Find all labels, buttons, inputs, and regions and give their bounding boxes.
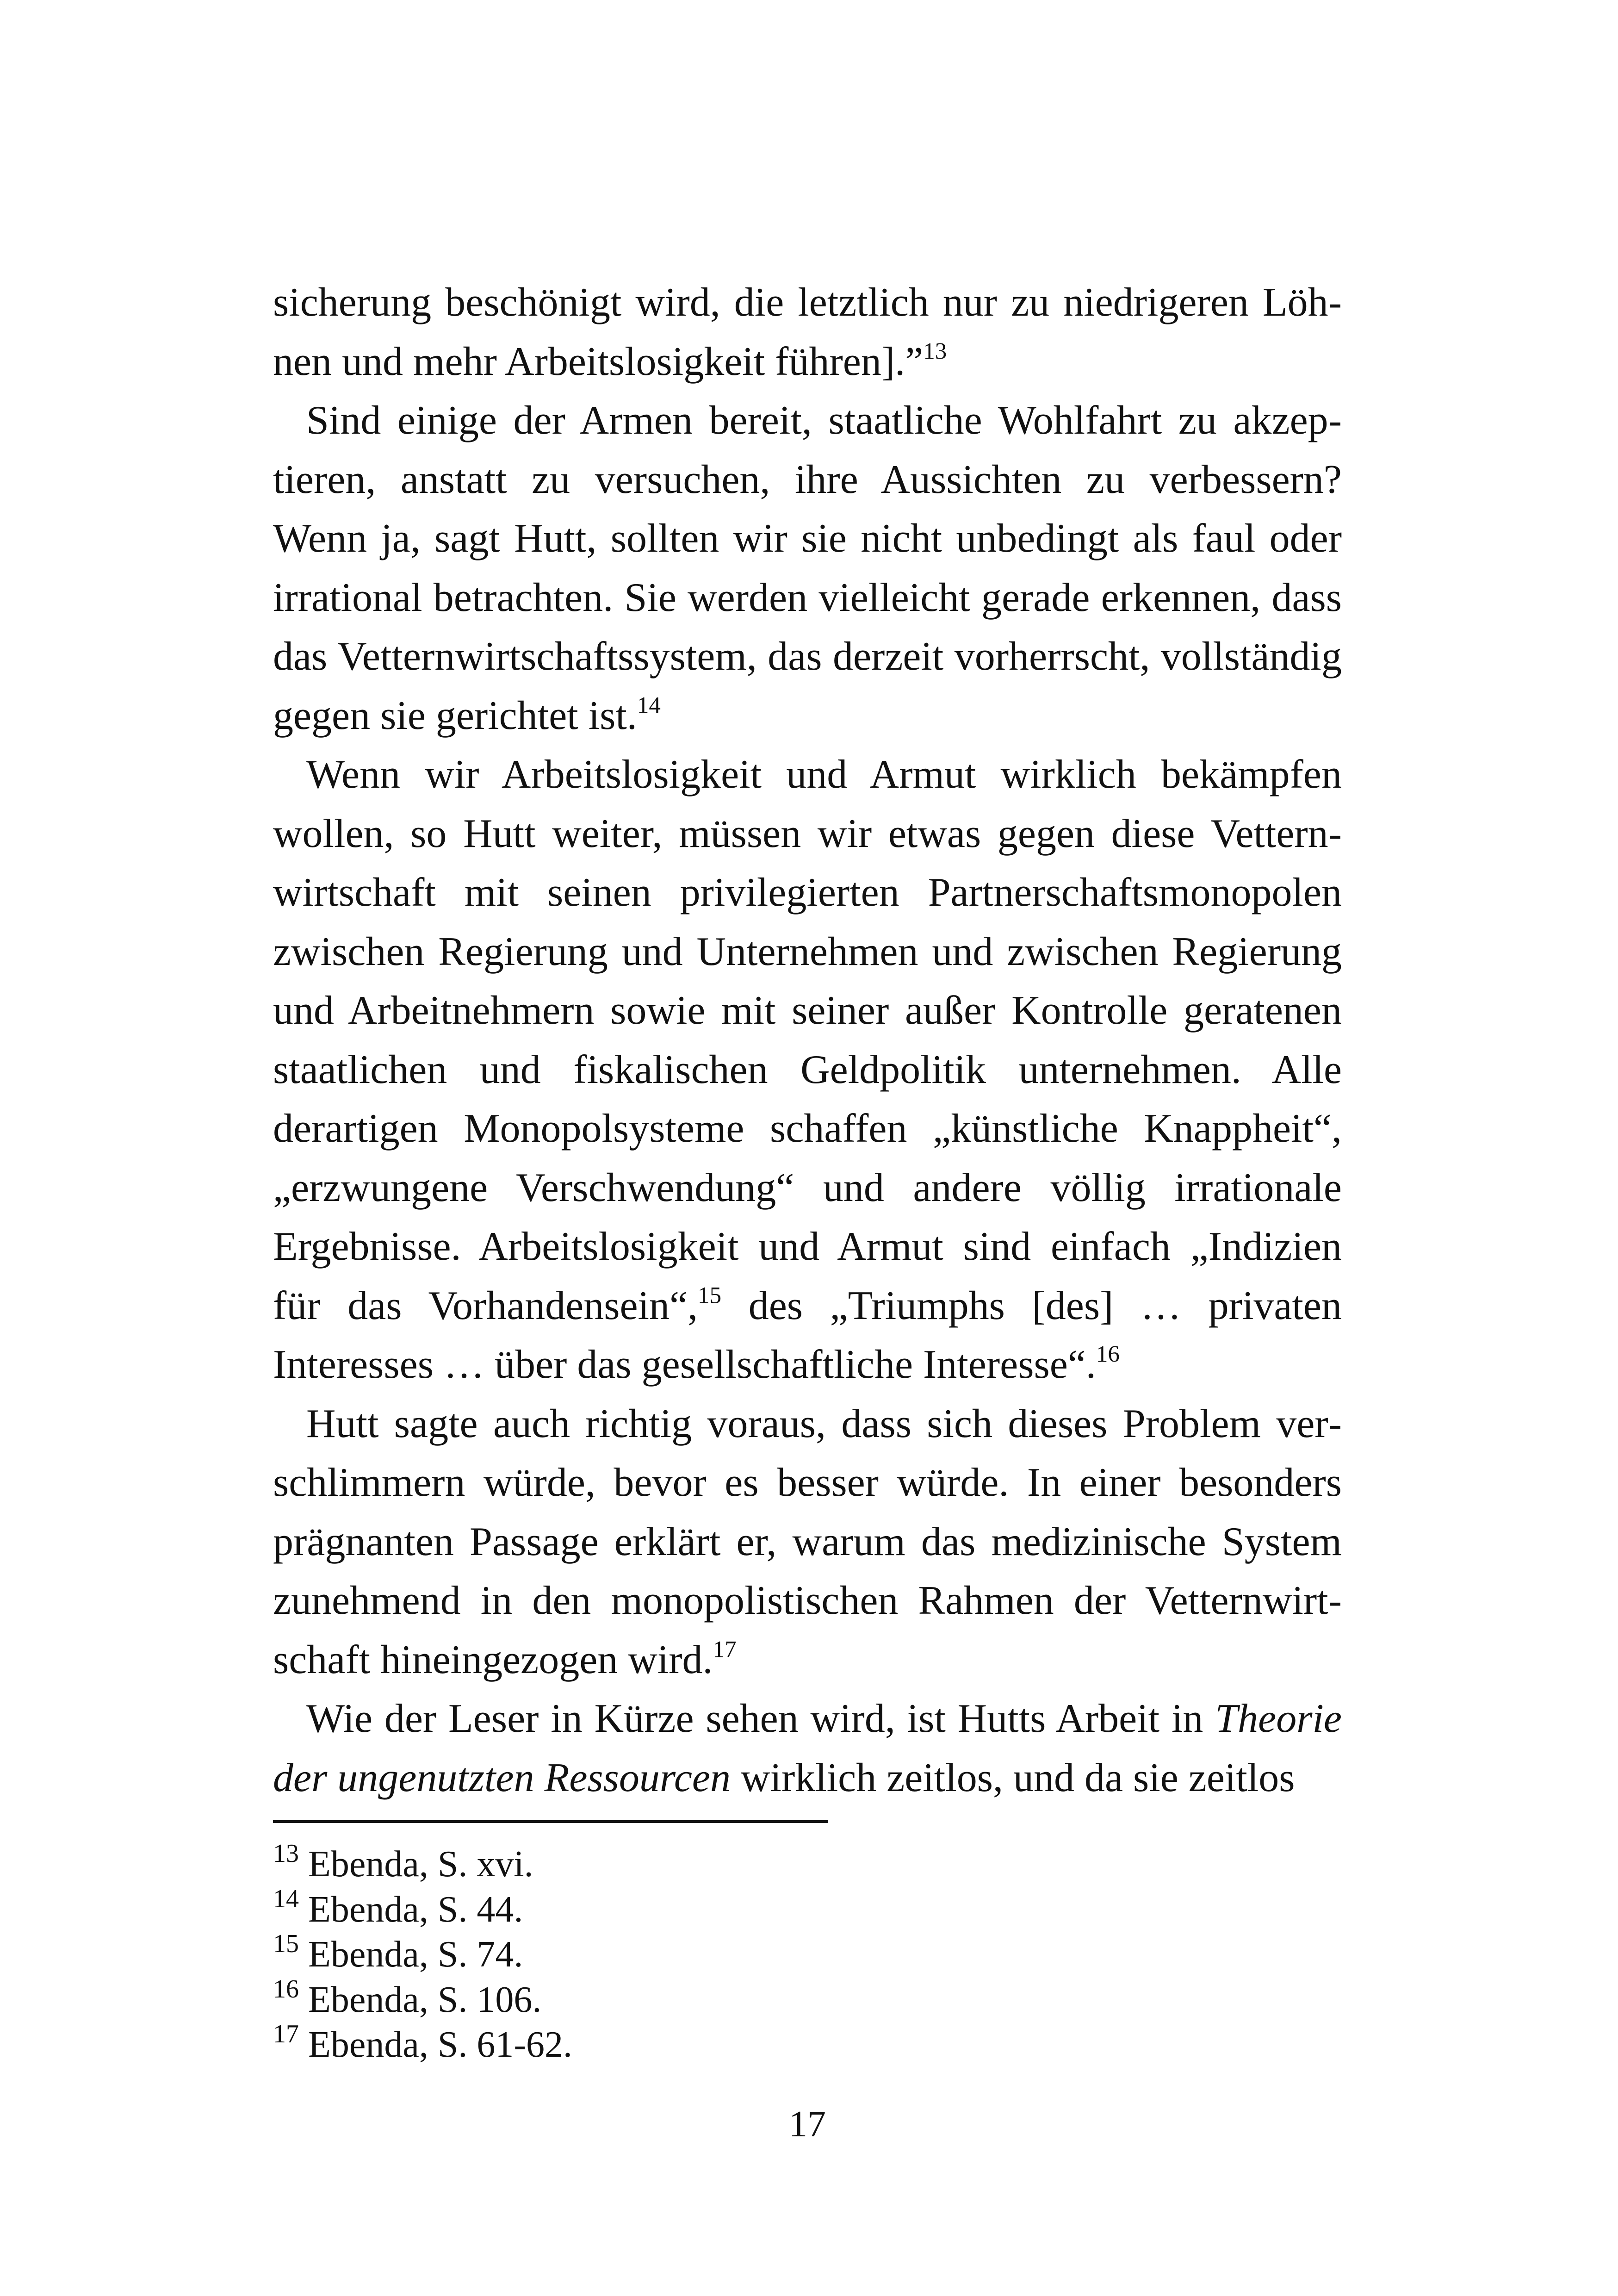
footnote-marker: 14: [637, 692, 661, 718]
footnote-marker: 17: [713, 1636, 737, 1662]
footnote-text: Ebenda, S. xvi.: [299, 1844, 533, 1885]
paragraph: [273, 391, 1342, 745]
paragraph-text: Hutt sagte auch richtig voraus, dass sich dieses Problem verschlimmern würde, bevor es besser würde. In einer besonders prägnanten Passage erklärt er, warum das medizinische System zunehmend in den monopolistischen Rahmen der Vetternwirtschaft hineingezogen wird.: [273, 1401, 1342, 1682]
footnote-number: 17: [273, 2020, 299, 2049]
footnote: [273, 1884, 1342, 1933]
paragraph-text: des „Triumphs [des] … privaten Interesses … über das gesellschaftliche Interesse“.: [273, 1283, 1342, 1387]
book-page: [273, 273, 1342, 2240]
paragraph: [273, 1689, 1342, 1807]
paragraph-text: Wie der Leser in Kürze sehen wird, ist Hutts Arbeit in: [306, 1696, 1215, 1741]
footnote-marker: 15: [698, 1282, 722, 1308]
footnote: [273, 1839, 1342, 1887]
footnotes: [273, 1839, 1342, 2068]
footnote-text: Ebenda, S. 74.: [299, 1934, 523, 1975]
paragraph: [273, 1394, 1342, 1690]
footnote-marker: 16: [1096, 1341, 1120, 1368]
footnote-text: Ebenda, S. 106.: [299, 1979, 542, 2020]
paragraph-text: Wenn wir Arbeitslosigkeit und Armut wirklich bekämpfen wollen, so Hutt weiter, müssen wir etwas gegen diese Vetternwirtschaft mit seinen privilegierten Partnerschaftsmonopolen zwischen Regierung und Unternehmen und zwischen Regierung und Arbeitnehmern sowie mit seiner außer Kontrolle geratenen staatlichen und fiskalischen Geldpolitik unternehmen. Alle derartigen Monopolsysteme schaffen „künstliche Knappheit“, „erzwungene Verschwendung“ und andere völlig irrationale Ergebnisse. Arbeitslosigkeit und Armut sind einfach „Indizien für das Vorhandensein“,: [273, 752, 1342, 1328]
footnote-number: 16: [273, 1974, 299, 2004]
footnote-text: Ebenda, S. 61-62.: [299, 2024, 573, 2065]
footnote-text: Ebenda, S. 44.: [299, 1889, 523, 1930]
footnote-number: 13: [273, 1839, 299, 1868]
footnote-number: 14: [273, 1884, 299, 1913]
paragraph-text: sicherung beschönigt wird, die letztlich nur zu niedrigeren Löhnen und mehr Arbeitslosigkeit führen].”: [273, 280, 1342, 384]
book-title-italic: Theorie der ungenutzten Ressourcen: [273, 1696, 1342, 1800]
footnote: [273, 1974, 1342, 2023]
paragraph-text: wirklich zeitlos, und da sie zeitlos: [730, 1755, 1295, 1800]
body-text: [273, 273, 1342, 1807]
footnote-marker: 13: [923, 338, 947, 364]
footnote-divider: [273, 1820, 828, 1823]
paragraph: [273, 745, 1342, 1394]
footnote: [273, 2022, 1342, 2068]
footnote-number: 15: [273, 1929, 299, 1959]
page-number: 17: [789, 2104, 826, 2145]
footnote: [273, 1929, 1342, 1978]
paragraph: [273, 273, 1342, 391]
paragraph-text: Sind einige der Armen bereit, staatliche Wohlfahrt zu akzeptieren, anstatt zu versuchen, ihre Aussichten zu verbessern? Wenn ja, sagt Hutt, sollten wir sie nicht unbedingt als faul oder irrational betrachten. Sie werden vielleicht gerade erkennen, dass das Vetternwirtschaftssystem, das derzeit vorherrscht, vollständig gegen sie gerichtet ist.: [273, 398, 1342, 738]
